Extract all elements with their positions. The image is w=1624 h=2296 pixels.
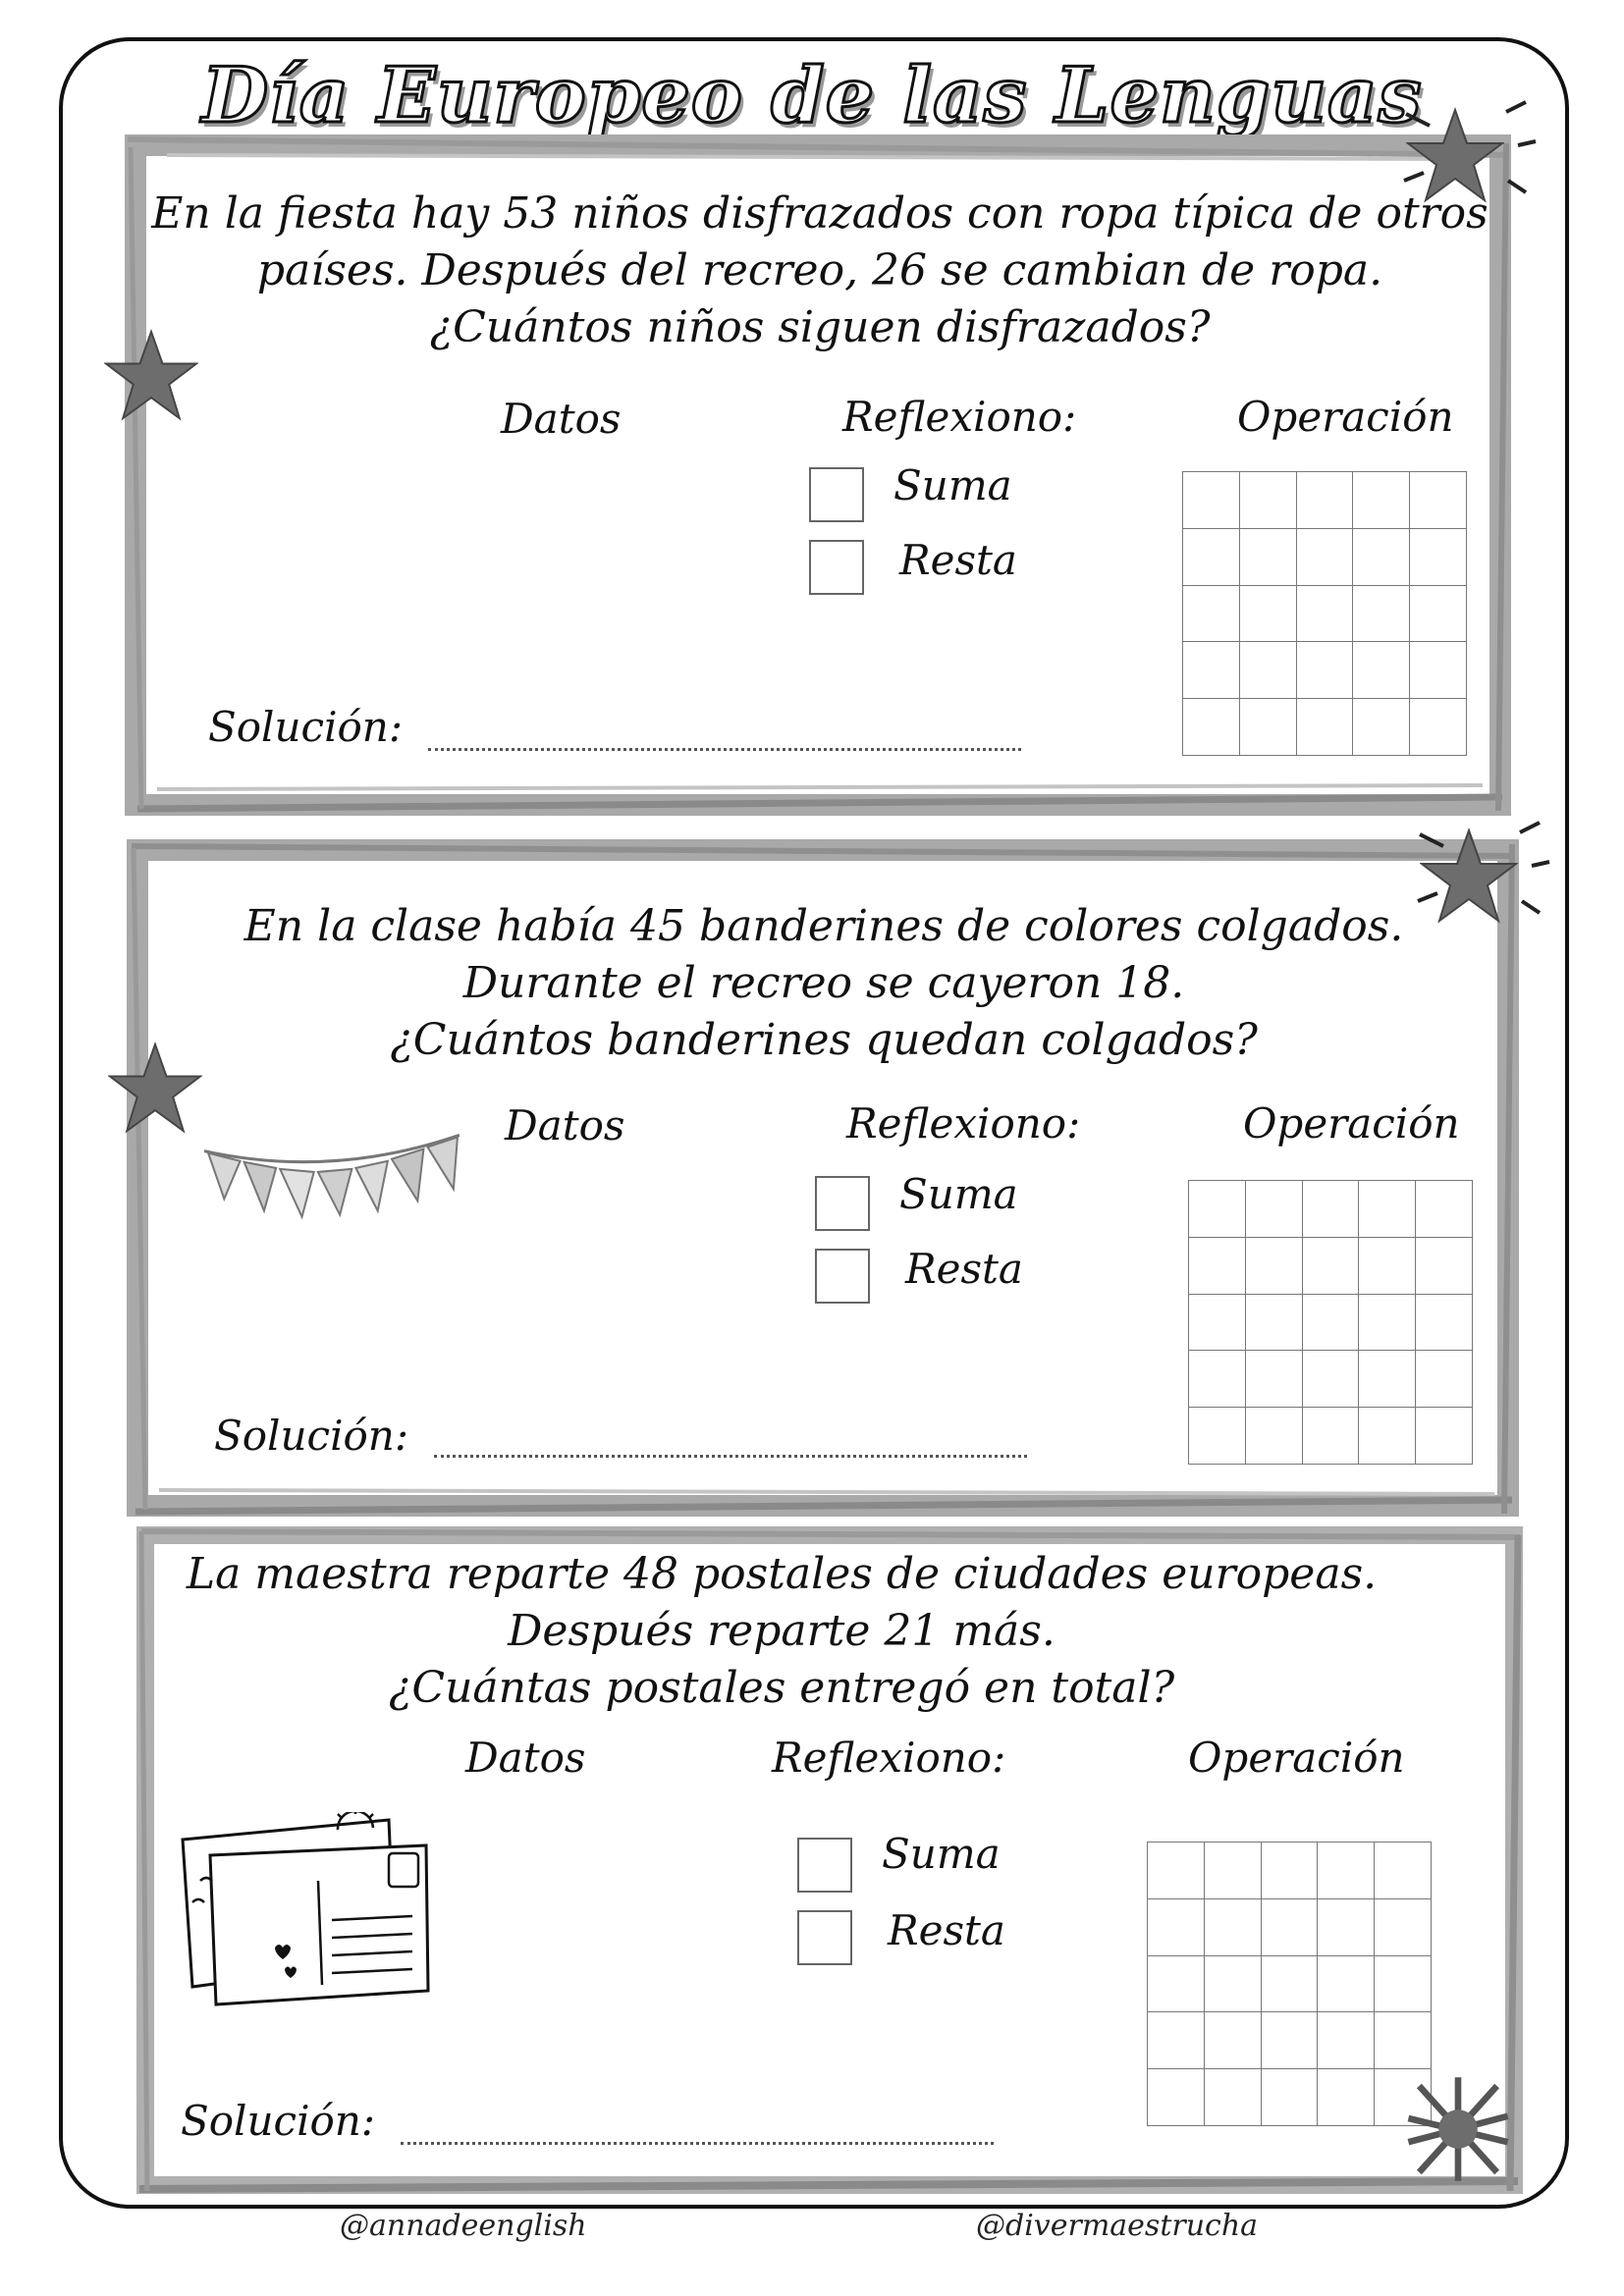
problem-2-line-3: ¿Cuántos banderines quedan colgados? xyxy=(390,1015,1258,1065)
bunting-icon xyxy=(202,1129,461,1223)
resta-label: Resta xyxy=(888,1906,1005,1954)
resta-label: Resta xyxy=(905,1245,1023,1293)
suma-checkbox[interactable] xyxy=(797,1838,852,1893)
resta-label: Resta xyxy=(899,536,1017,584)
postcards-icon xyxy=(181,1812,436,2008)
suma-label: Suma xyxy=(882,1830,1001,1878)
star-icon xyxy=(104,328,198,422)
problem-card-3 xyxy=(137,1527,1524,2195)
star-burst-lines-icon xyxy=(1404,819,1551,927)
operacion-label: Operación xyxy=(1237,393,1454,441)
star-burst-lines-icon xyxy=(1390,98,1538,206)
problem-2-line-2: Durante el recreo se cayeron 18. xyxy=(462,958,1185,1008)
operacion-label: Operación xyxy=(1243,1099,1460,1148)
footer-credit-right: @divermaestrucha xyxy=(976,2209,1259,2243)
problem-1-line-3: ¿Cuántos niños siguen disfrazados? xyxy=(429,302,1211,352)
page-title: Día Europeo de las Lenguas xyxy=(201,51,1423,140)
problem-3-line-3: ¿Cuántas postales entregó en total? xyxy=(388,1663,1175,1713)
solucion-label: Solución: xyxy=(181,2097,375,2145)
solucion-label: Solución: xyxy=(208,703,403,751)
datos-label: Datos xyxy=(465,1734,586,1782)
resta-checkbox[interactable] xyxy=(809,540,864,595)
reflexiono-label: Reflexiono: xyxy=(846,1099,1081,1148)
operation-grid[interactable] xyxy=(1147,1842,1432,2126)
operation-grid[interactable] xyxy=(1182,471,1467,756)
operacion-label: Operación xyxy=(1188,1734,1405,1782)
suma-label: Suma xyxy=(899,1170,1018,1218)
resta-checkbox[interactable] xyxy=(797,1910,852,1965)
solution-answer-line[interactable] xyxy=(401,2142,994,2145)
reflexiono-label: Reflexiono: xyxy=(842,393,1077,441)
problem-2-line-1: En la clase había 45 banderines de colores colgados. xyxy=(244,901,1404,951)
solution-answer-line[interactable] xyxy=(434,1455,1027,1458)
star-icon xyxy=(1404,2075,1512,2183)
reflexiono-label: Reflexiono: xyxy=(772,1734,1006,1782)
suma-checkbox[interactable] xyxy=(809,467,864,522)
star-icon xyxy=(108,1041,202,1135)
problem-card-2 xyxy=(130,842,1518,1516)
resta-checkbox[interactable] xyxy=(815,1249,870,1304)
operation-grid[interactable] xyxy=(1188,1180,1473,1465)
problem-3-line-2: Después reparte 21 más. xyxy=(508,1606,1056,1656)
problem-3-line-1: La maestra reparte 48 postales de ciudades europeas. xyxy=(186,1549,1378,1599)
datos-label: Datos xyxy=(505,1101,625,1149)
datos-label: Datos xyxy=(501,395,622,443)
problem-1-line-2: países. Después del recreo, 26 se cambian de ropa. xyxy=(256,245,1383,295)
solucion-label: Solución: xyxy=(214,1412,408,1460)
solution-answer-line[interactable] xyxy=(428,748,1021,751)
problem-1-line-1: En la fiesta hay 53 niños disfrazados con ropa típica de otros xyxy=(151,188,1489,239)
suma-label: Suma xyxy=(893,461,1012,509)
suma-checkbox[interactable] xyxy=(815,1176,870,1231)
footer-credit-left: @annadeenglish xyxy=(340,2209,587,2243)
problem-card-1 xyxy=(128,137,1512,815)
